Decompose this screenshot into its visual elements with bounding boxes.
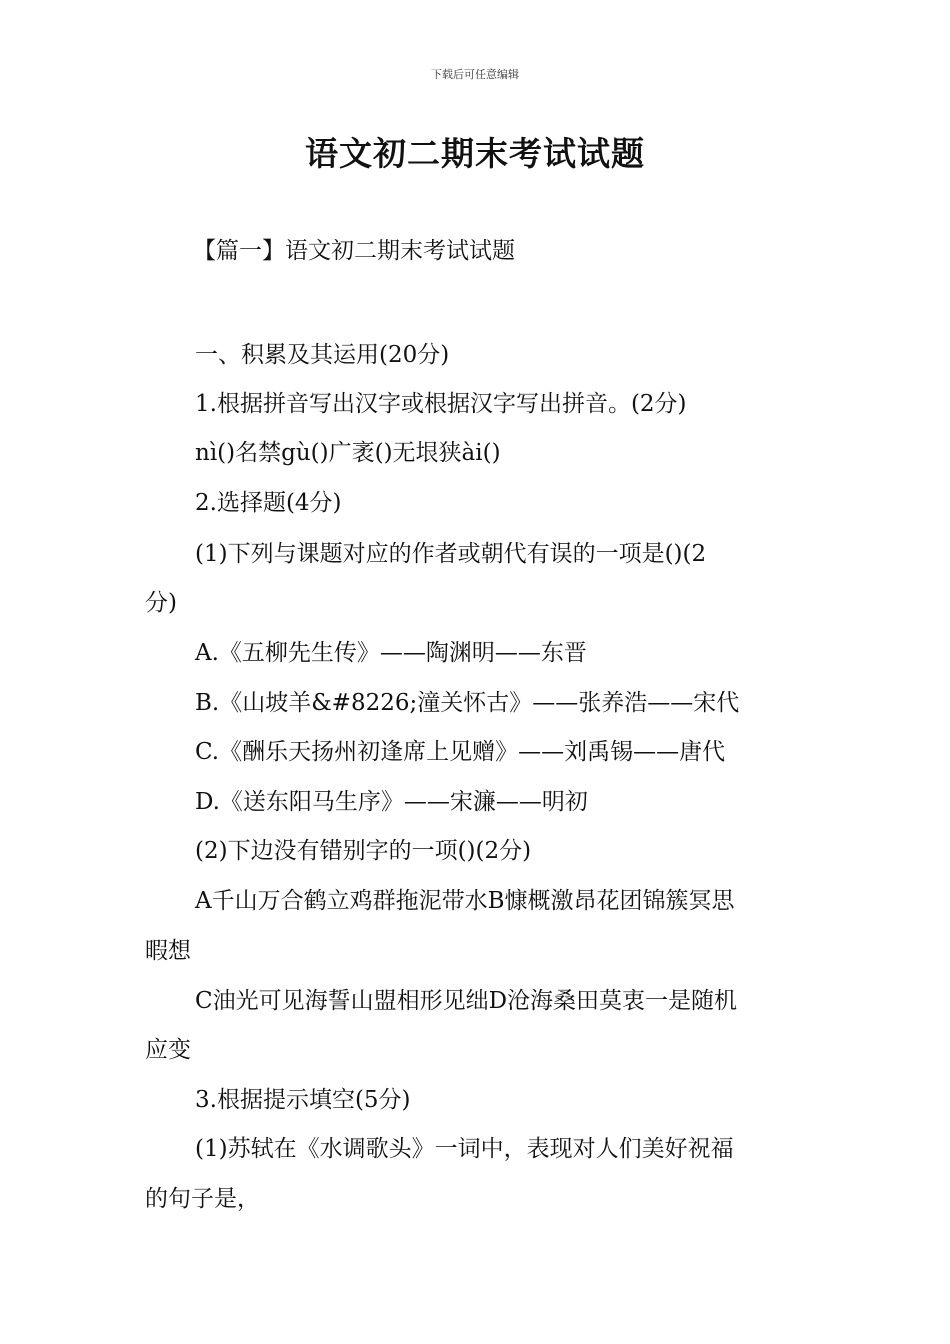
text-line: C.《酬乐天扬州初逢席上见赠》——刘禹锡——唐代 <box>195 739 726 765</box>
text-line: nì()名禁gù()广袤()无垠狭ài() <box>195 440 501 466</box>
text-line: A.《五柳先生传》——陶渊明——东晋 <box>195 640 587 666</box>
text-line: 1.根据拼音写出汉字或根据汉字写出拼音。(2分) <box>195 391 687 417</box>
text-line: 暇想 <box>145 938 191 964</box>
header-note: 下载后可任意编辑 <box>431 68 519 81</box>
section-title: 【篇一】语文初二期末考试试题 <box>193 238 515 264</box>
text-line: (2)下边没有错别字的一项()(2分) <box>195 838 532 864</box>
text-line: 分) <box>145 590 177 616</box>
text-line: (1)下列与课题对应的作者或朝代有误的一项是()(2 <box>195 541 707 567</box>
page-title: 语文初二期末考试试题 <box>305 134 645 173</box>
text-line: 2.选择题(4分) <box>195 490 342 516</box>
text-line: 3.根据提示填空(5分) <box>195 1087 411 1113</box>
text-line: 的句子是， <box>145 1186 260 1212</box>
text-line: A千山万合鹤立鸡群拖泥带水B慷概激昂花团锦簇冥思 <box>195 888 735 914</box>
text-line: B.《山坡羊&#8226;潼关怀古》——张养浩——宋代 <box>195 690 740 716</box>
text-line: 一、积累及其运用(20分) <box>195 342 450 368</box>
text-line: 应变 <box>145 1037 191 1063</box>
text-line: C油光可见海誓山盟相形见绌D沧海桑田莫衷一是随机 <box>195 988 738 1014</box>
text-line: D.《送东阳马生序》——宋濂——明初 <box>195 789 588 815</box>
text-line: (1)苏轼在《水调歌头》一词中，表现对人们美好祝福 <box>195 1136 734 1162</box>
